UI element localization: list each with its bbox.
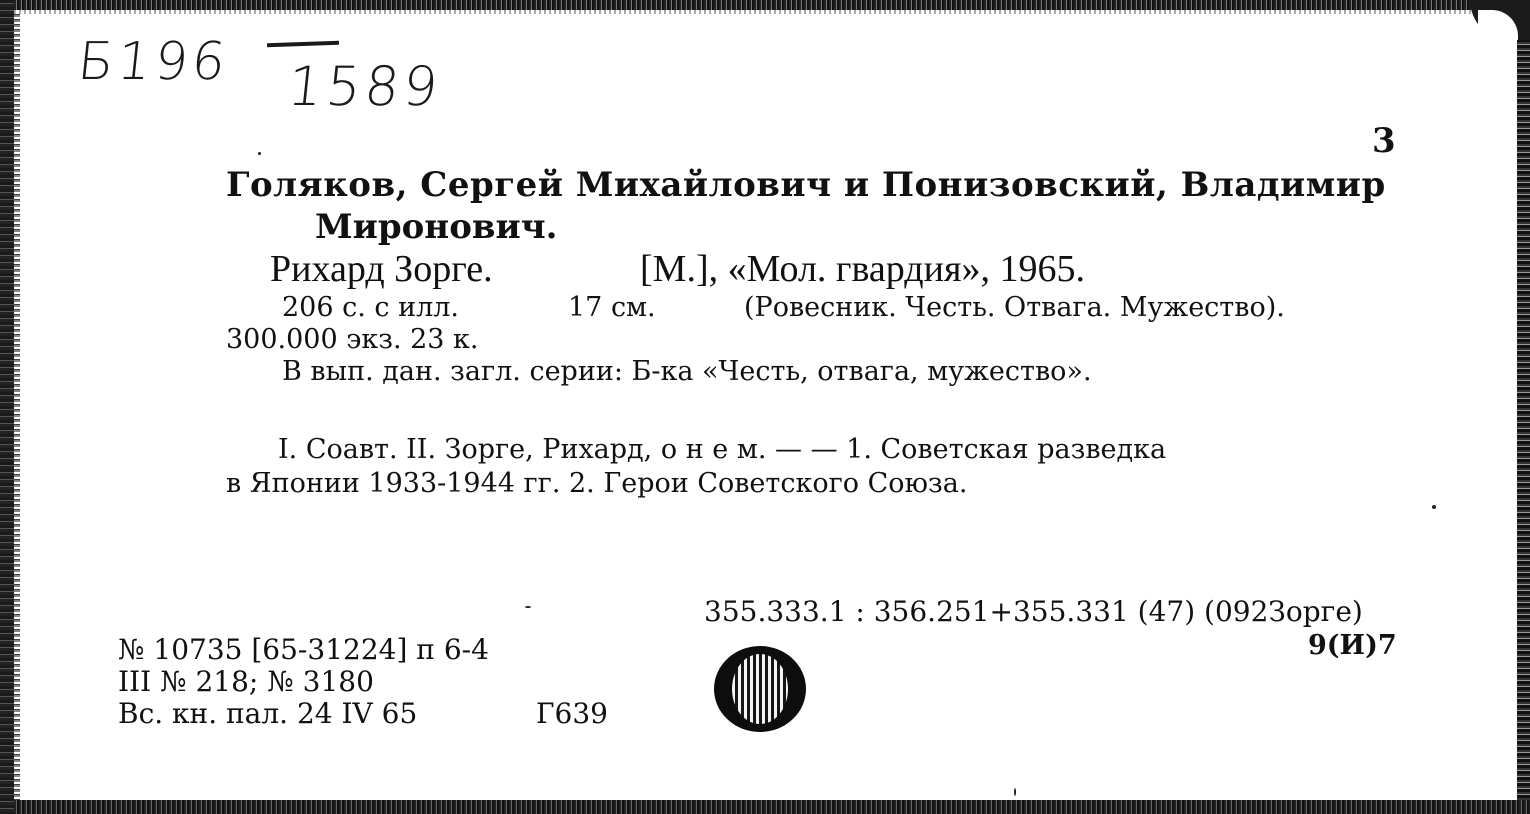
author-heading-line2: Миронович. [315, 207, 558, 247]
scan-border-top-inner [14, 10, 1514, 14]
scan-border-left-inner [14, 0, 20, 814]
author-heading-line1: Голяков, Сергей Михайлович и Понизовский, Владимир [226, 165, 1386, 205]
scan-speck [525, 606, 531, 608]
handwritten-overline [267, 41, 339, 48]
udc-classification: 355.333.1 : 356.251+355.331 (47) (092Зорге) [704, 595, 1363, 628]
handwritten-code-left: Б196 [74, 32, 233, 92]
book-title: Рихард Зорге. [270, 248, 493, 290]
footer-code: Г639 [536, 697, 608, 730]
scan-speck [1014, 788, 1016, 796]
footer-chamber-date: Вс. кн. пал. 24 IV 65 [118, 697, 418, 730]
series-statement: (Ровесник. Честь. Отвага. Мужество). [744, 292, 1285, 323]
scan-speck [258, 152, 261, 155]
scan-border-bottom [14, 800, 1530, 814]
series-note: В вып. дан. загл. серии: Б-ка «Честь, отвага, мужество». [282, 356, 1092, 387]
footer-order-number: № 10735 [65-31224] п 6-4 [118, 633, 489, 666]
scan-speck [1432, 505, 1436, 509]
bbk-classification: 9(И)7 [1308, 630, 1397, 661]
tracings-line1: I. Соавт. II. Зорге, Рихард, о н е м. — — 1. Советская разведка [278, 434, 1167, 465]
handwritten-code-right: 1589 [284, 55, 445, 118]
scan-border-left [0, 0, 14, 814]
punch-hole-stamp [714, 646, 806, 732]
collation-pages: 206 с. с илл. [282, 292, 459, 323]
scan-border-right [1517, 0, 1530, 814]
collation-size: 17 см. [568, 292, 656, 323]
print-run: 300.000 экз. 23 к. [226, 324, 479, 355]
punch-hole-stamp-inner [732, 654, 788, 724]
footer-registry: III № 218; № 3180 [118, 665, 374, 698]
tracings-line2: в Японии 1933-1944 гг. 2. Герои Советского Союза. [226, 468, 968, 499]
scan-border-top [14, 0, 1514, 10]
imprint: [М.], «Мол. гвардия», 1965. [640, 248, 1085, 290]
section-number: 3 [1372, 121, 1396, 161]
